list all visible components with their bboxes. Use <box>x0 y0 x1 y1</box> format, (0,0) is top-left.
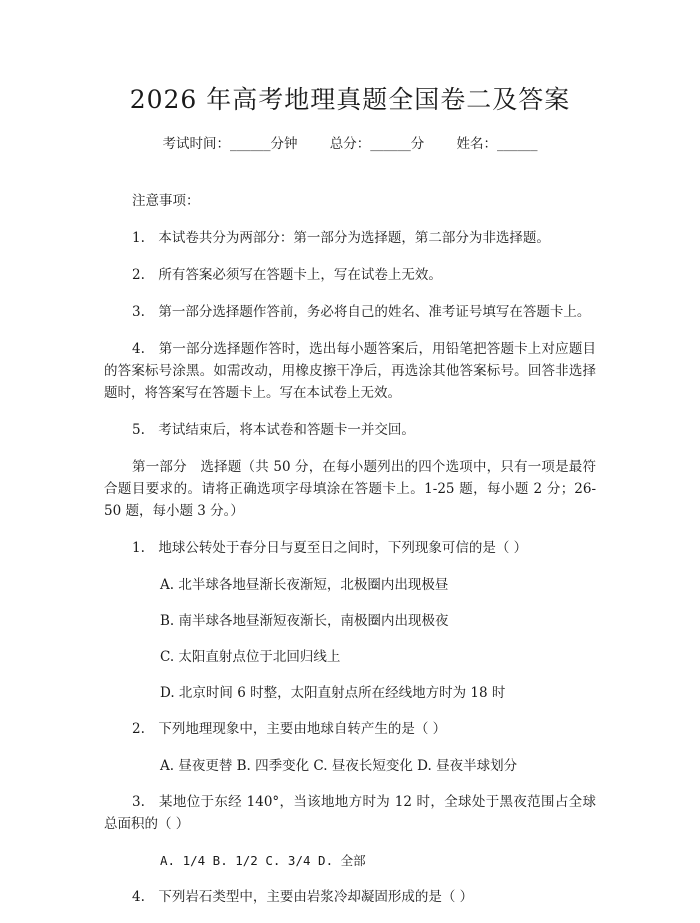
question-1-option-c: C. 太阳直射点位于北回归线上 <box>160 649 341 665</box>
page-title: 2026 年高考地理真题全国卷二及答案 <box>129 85 571 114</box>
question-2-options: A. 昼夜更替 B. 四季变化 C. 昼夜长短变化 D. 昼夜半球划分 <box>160 758 518 774</box>
notice-item-2: 2. 所有答案必须写在答题卡上，写在试卷上无效。 <box>132 267 442 283</box>
exam-time-field: 考试时间：______分钟 <box>162 136 298 152</box>
notice-heading: 注意事项： <box>132 193 200 209</box>
question-1-option-a: A. 北半球各地昼渐长夜渐短，北极圈内出现极昼 <box>160 577 449 593</box>
name-field: 姓名：______ <box>456 136 538 152</box>
question-1: 1. 地球公转处于春分日与夏至日之间时，下列现象可信的是（ ） <box>132 540 528 556</box>
question-1-option-b: B. 南半球各地昼渐短夜渐长，南极圈内出现极夜 <box>160 613 449 629</box>
question-3: 3. 某地位于东经 140°，当该地地方时为 12 时，全球处于黑夜范围占全球总面积的（ ） <box>104 794 596 832</box>
notice-item-1: 1. 本试卷共分为两部分：第一部分为选择题，第二部分为非选择题。 <box>132 230 550 246</box>
question-3-options: A. 1/4 B. 1/2 C. 3/4 D. 全部 <box>160 853 366 868</box>
exam-content <box>104 190 596 923</box>
question-1-option-d: D. 北京时间 6 时整，太阳直射点所在经线地方时为 18 时 <box>160 685 506 701</box>
exam-info-line <box>0 132 700 152</box>
notice-item-3: 3. 第一部分选择题作答前，务必将自己的姓名、准考证号填写在答题卡上。 <box>132 304 591 320</box>
total-score-field: 总分：______分 <box>329 136 425 152</box>
question-2: 2. 下列地理现象中，主要由地球自转产生的是（ ） <box>132 721 447 737</box>
notice-item-4: 4. 第一部分选择题作答时，选出每小题答案后，用铅笔把答题卡上对应题目的答案标号涂黑。如需改动，用橡皮擦干净后，再选涂其他答案标号。回答非选择题时，将答案写在答题卡上。写在本试卷上无效。 <box>104 341 596 401</box>
part1-intro: 第一部分 选择题（共 50 分，在每小题列出的四个选项中，只有一项是最符合题目要求的。请将正确选项字母填涂在答题卡上。1-25 题，每小题 2 分；26-50 题，每小题 3 分。） <box>104 459 596 519</box>
question-4: 4. 下列岩石类型中，主要由岩浆冷却凝固形成的是（ ） <box>132 889 474 905</box>
notice-item-5: 5. 考试结束后，将本试卷和答题卡一并交回。 <box>132 422 415 438</box>
